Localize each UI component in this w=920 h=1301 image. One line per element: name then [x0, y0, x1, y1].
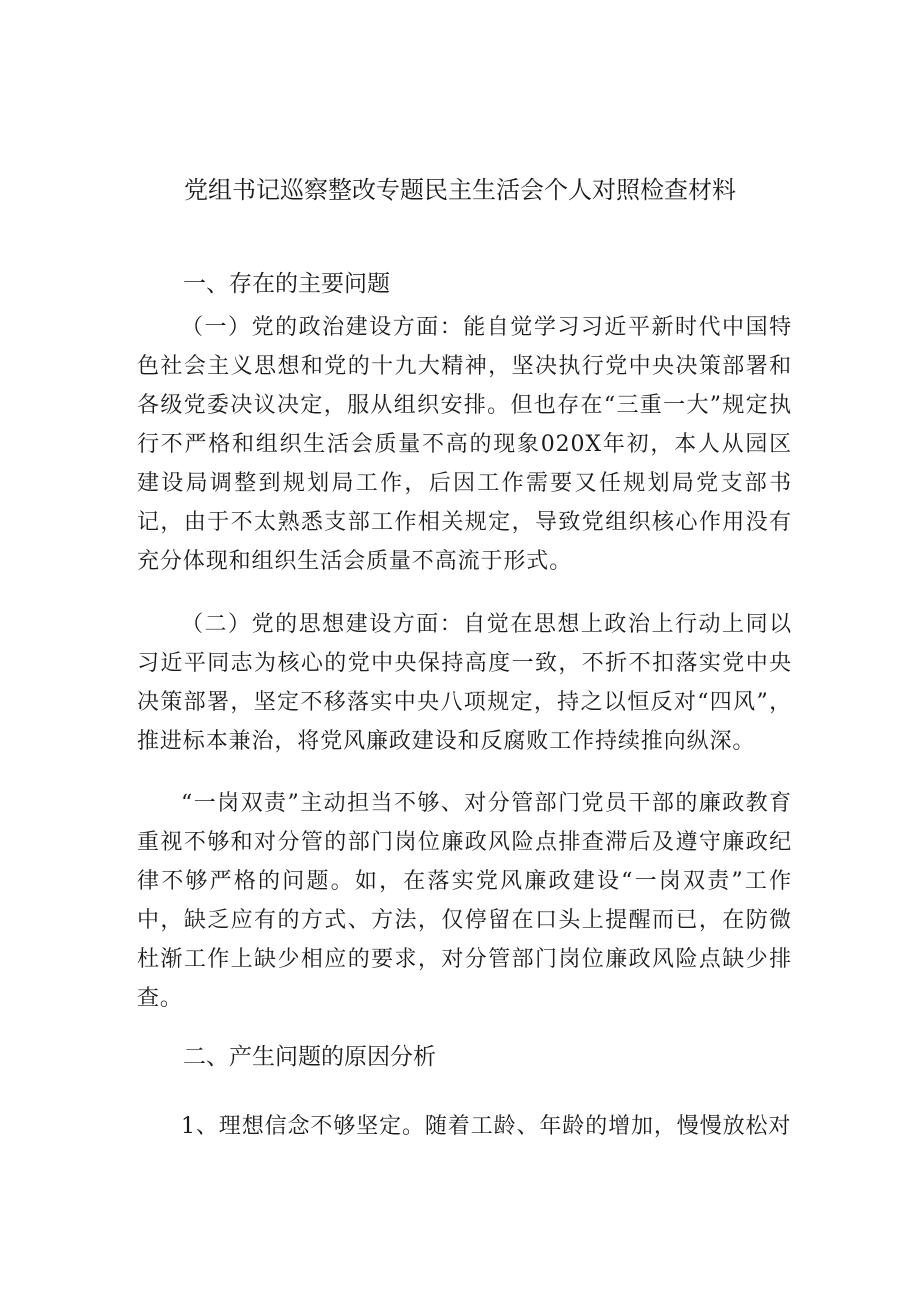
paragraph-one-post-two-duties: “一岗双责”主动担当不够、对分管部门党员干部的廉政教育重视不够和对分管的部门岗位廉政风险点排查滞后及遵守廉政纪律不够严格的问题。如，在落实党风廉政建设“一岗双责”工作中，缺乏应有的方式、方法，仅停留在口头上提醒而已，在防微杜渐工作上缺少相应的要求，对分管部门岗位廉政风险点缺少排查。 — [137, 791, 792, 1011]
paragraph-ideological-construction: （二）党的思想建设方面：自觉在思想上政治上行动上同以习近平同志为核心的党中央保持高度一致，不折不扣落实党中央决策部署，坚定不移落实中央八项规定，持之以恒反对“四风”，推进标本兼治，将党风廉政建设和反腐败工作持续推向纵深。 — [137, 612, 792, 754]
section-heading-problems: 一、存在的主要问题 — [183, 271, 390, 297]
paragraph-ideals-beliefs: 1、理想信念不够坚定。随着工龄、年龄的增加，慢慢放松对 — [181, 1114, 792, 1139]
paragraph-political-construction: （一）党的政治建设方面：能自觉学习习近平新时代中国特色社会主义思想和党的十九大精神，坚决执行党中央决策部署和各级党委决议决定，服从组织安排。但也存在“三重一大”规定执行不严格和组织生活会质量不高的现象020X年初，本人从园区建设局调整到规划局工作，后因工作需要又任规划局党支部书记，由于不太熟悉支部工作相关规定，导致党组织核心作用没有充分体现和组织生活会质量不高流于形式。 — [137, 315, 792, 574]
document-title: 党组书记巡察整改专题民主生活会个人对照检查材料 — [184, 176, 736, 204]
section-heading-causes: 二、产生问题的原因分析 — [183, 1044, 436, 1070]
